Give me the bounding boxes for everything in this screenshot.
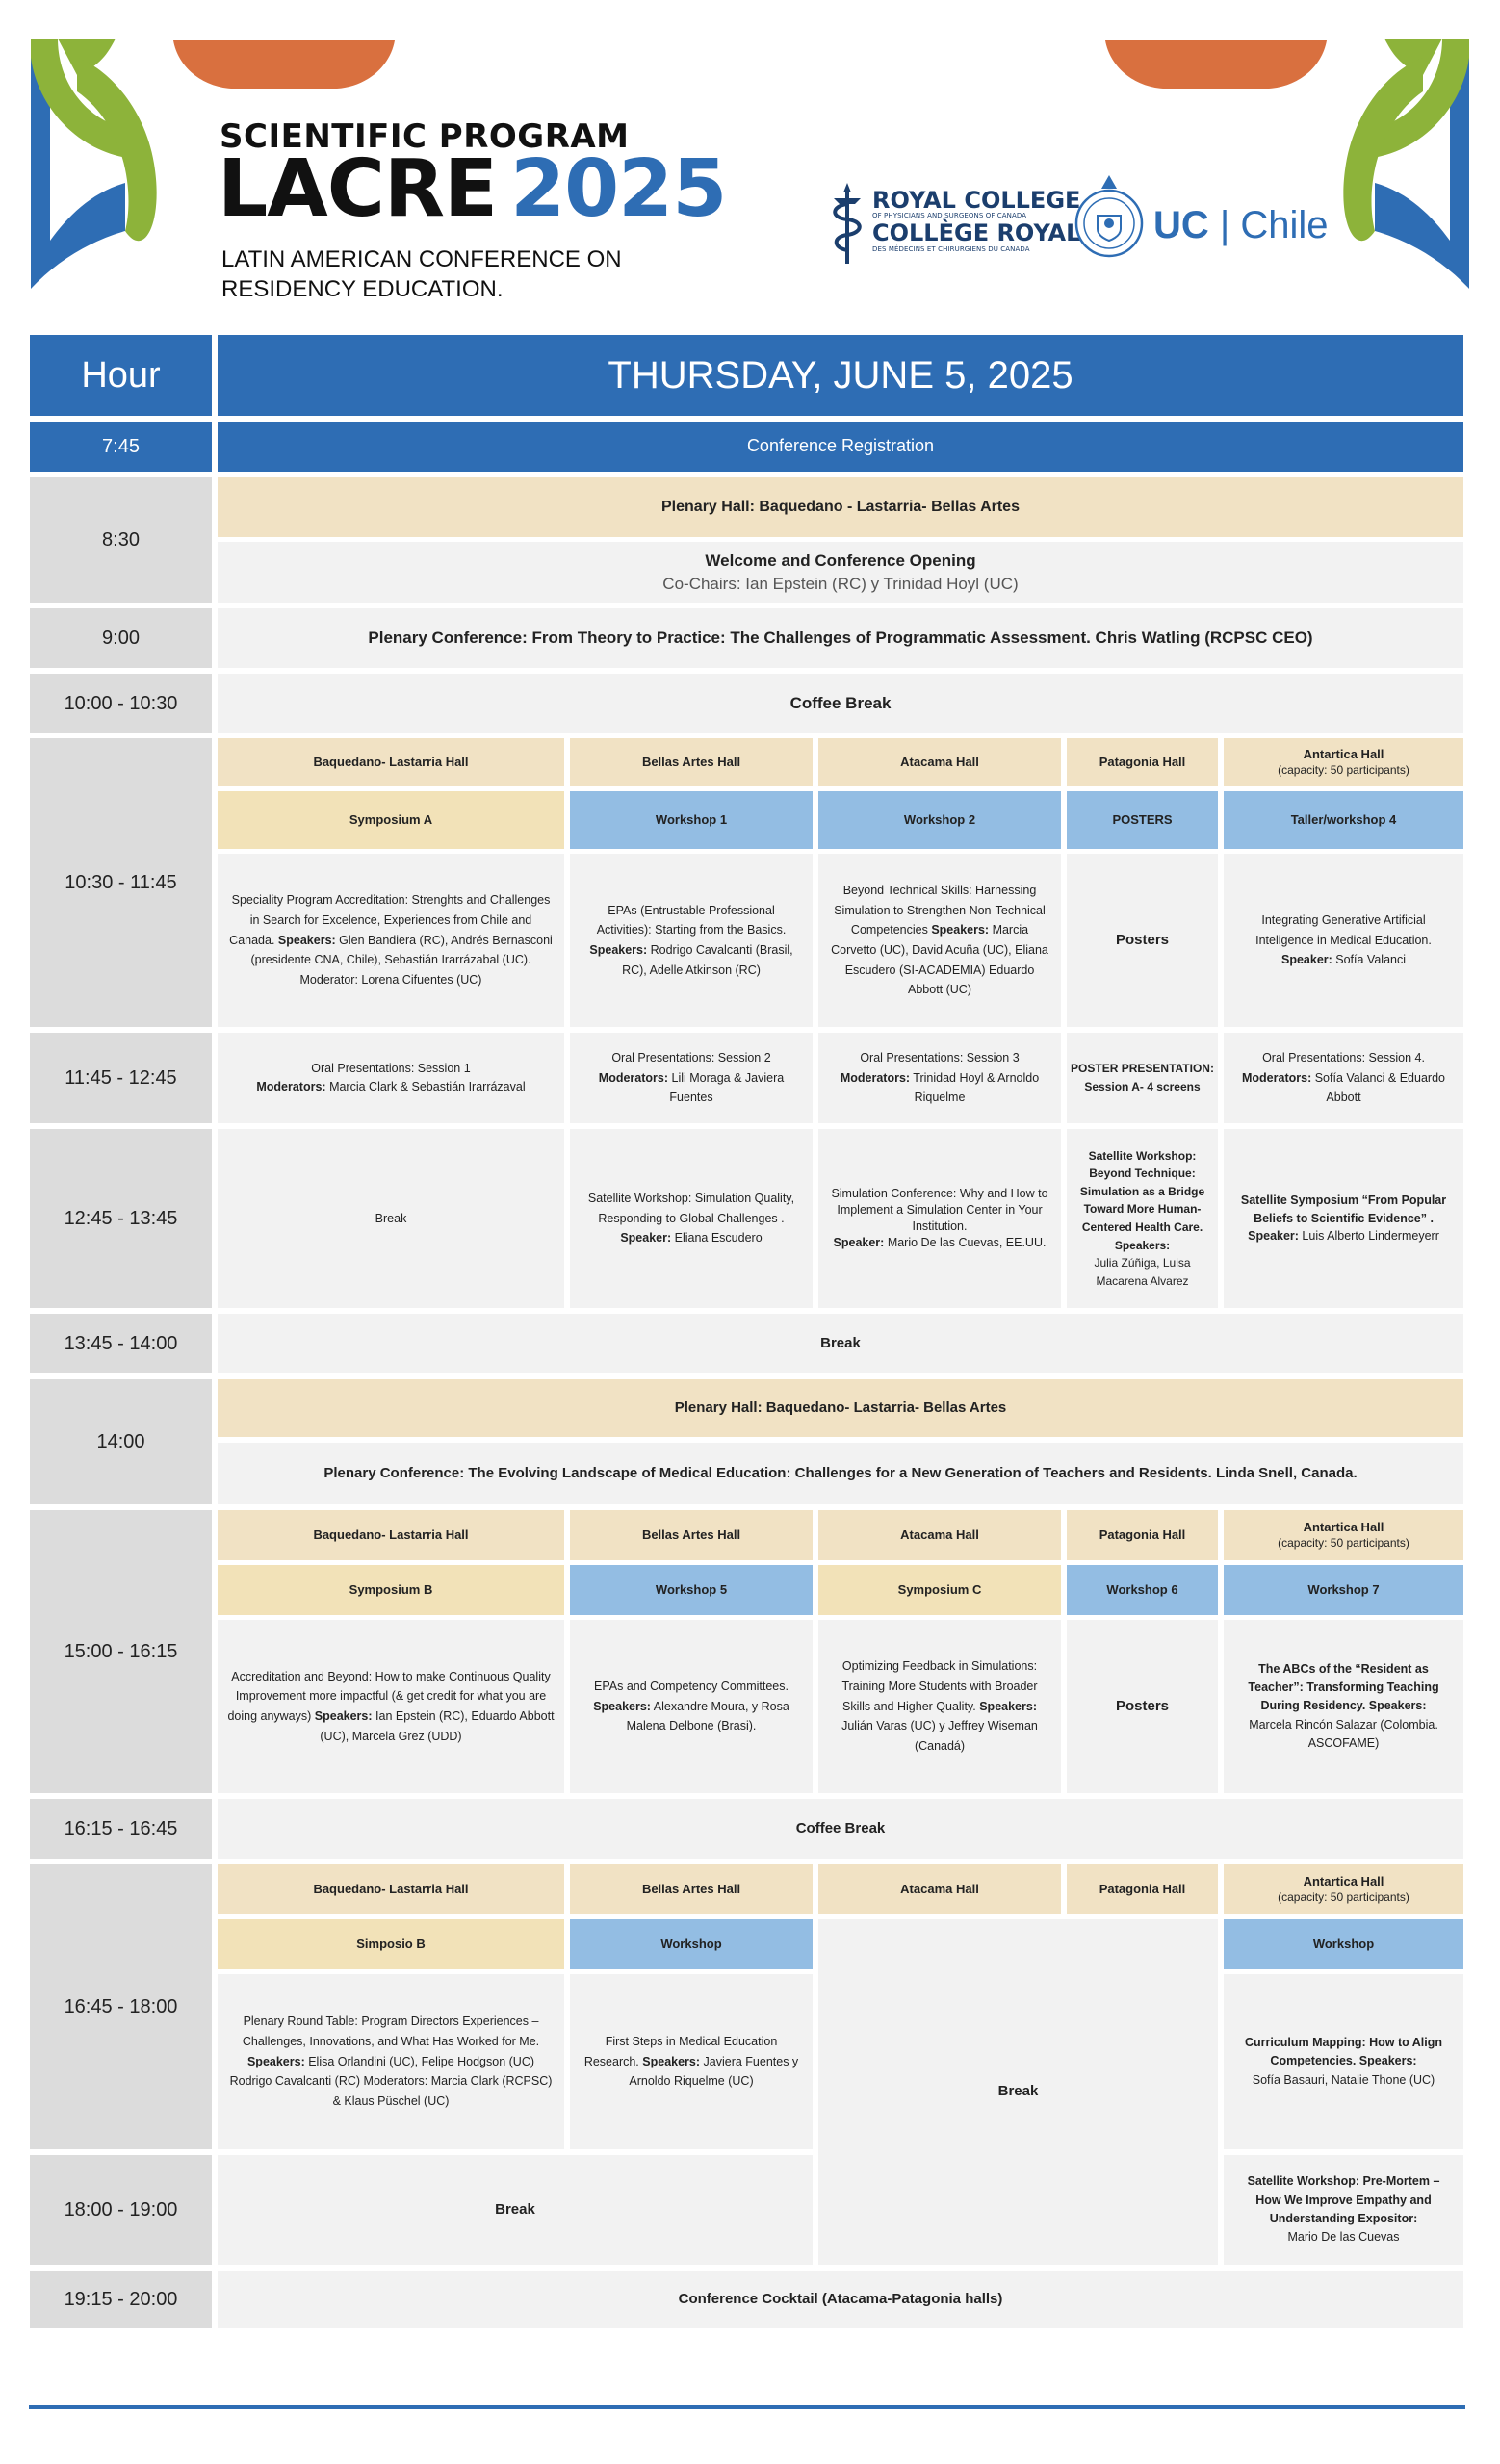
oral-session — [1224, 1033, 1463, 1123]
session-details — [1224, 1974, 1463, 2149]
hall-header-antartica — [1224, 738, 1463, 786]
session-type: Workshop — [1224, 1919, 1463, 1969]
hall-header: Bellas Artes Hall — [570, 738, 813, 786]
simulation-conference — [818, 1129, 1061, 1308]
speakers: Ian Epstein (RC), Eduardo Abbott (UC), Marcela Grez (UDD) — [320, 1709, 555, 1743]
hour-cell: 19:15 - 20:00 — [30, 2271, 212, 2328]
hour-cell: 14:00 — [30, 1379, 212, 1504]
speakers-label: Speakers: — [277, 933, 336, 947]
session-title: The ABCs of the “Resident as Teacher”: Transforming Teaching During Residency. Speakers: — [1248, 1661, 1439, 1713]
satellite-workshop — [570, 1129, 813, 1308]
welcome-session — [218, 542, 1463, 603]
session-subtitle: Session A- 4 screens — [1084, 1080, 1201, 1093]
break-cell: Break — [218, 2155, 813, 2265]
moderators-label: Moderators: — [256, 1080, 326, 1093]
session-details — [818, 1620, 1061, 1793]
uc-acronym: UC — [1153, 204, 1209, 246]
conference-title — [218, 143, 727, 235]
speakers-label: Speaker: — [620, 1231, 672, 1245]
moderators: Sofía Valanci & Eduardo Abbott — [1311, 1070, 1445, 1105]
speakers: Julián Varas (UC) y Jeffrey Wiseman (Canadá) — [841, 1719, 1038, 1753]
session-details — [570, 854, 813, 1027]
speakers: Mario De las Cuevas, EE.UU. — [884, 1235, 1047, 1249]
welcome-title: Welcome and Conference Opening — [705, 551, 976, 570]
session-details: Posters — [1067, 1620, 1218, 1793]
moderators: Lili Moraga & Javiera Fuentes — [668, 1070, 785, 1105]
session-type: Workshop — [570, 1919, 813, 1969]
capacity-note: (capacity: 50 participants) — [1278, 762, 1409, 777]
hour-cell: 9:00 — [30, 608, 212, 668]
speakers: Elisa Orlandini (UC), Felipe Hodgson (UC) Rodrigo Cavalcanti (RC) Moderators: Marcia Clark (RCPSC) & Klaus Püschel (UC) — [229, 2054, 553, 2108]
hour-cell: 11:45 - 12:45 — [30, 1033, 212, 1123]
speakers: Rodrigo Cavalcanti (Brasil, RC), Adelle Atkinson (RC) — [622, 943, 793, 977]
moderators: Marcia Clark & Sebastián Irarrázaval — [325, 1080, 526, 1093]
session-details — [570, 1974, 813, 2149]
moderators-label: Moderators: — [598, 1070, 669, 1085]
session-title: Satellite Workshop: Simulation Quality, Responding to Global Challenges . — [587, 1192, 795, 1225]
uc-country: | Chile — [1208, 204, 1329, 246]
hall-header: Atacama Hall — [818, 1510, 1061, 1560]
capacity-note: (capacity: 50 participants) — [1278, 1535, 1409, 1550]
conference-year: 2025 — [510, 143, 727, 235]
hall-header: Patagonia Hall — [1067, 1510, 1218, 1560]
session-title: Oral Presentations: Session 2 — [611, 1051, 771, 1065]
hour-cell: 8:30 — [30, 477, 212, 603]
hour-column-header: Hour — [30, 335, 212, 416]
satellite-workshop — [1067, 1129, 1218, 1308]
speakers-label: Speakers: — [589, 943, 648, 957]
session-title: EPAs (Entrustable Professional Activities): Starting from the Basics. — [596, 903, 787, 937]
speakers: Eliana Escudero — [671, 1231, 763, 1245]
hour-cell: 16:15 - 16:45 — [30, 1799, 212, 1859]
hall-header: Baquedano- Lastarria Hall — [218, 738, 564, 786]
hall-header: Baquedano- Lastarria Hall — [218, 1510, 564, 1560]
coffee-break-2: Coffee Break — [218, 1799, 1463, 1859]
session-details: Posters — [1067, 854, 1218, 1027]
session-title: Satellite Workshop: Beyond Technique: Simulation as a Bridge Toward More Human-Centered Health Care. Speakers: — [1079, 1148, 1205, 1252]
session-title: Beyond Technical Skills: Harnessing Simulation to Strengthen Non-Technical Competencies — [834, 884, 1046, 937]
oral-session — [570, 1033, 813, 1123]
moderators: Trinidad Hoyl & Arnoldo Riquelme — [910, 1070, 1040, 1105]
hall-header: Bellas Artes Hall — [570, 1510, 813, 1560]
rc-name-en: ROYAL COLLEGE — [872, 187, 1081, 214]
hour-cell: 13:45 - 14:00 — [30, 1314, 212, 1373]
session-details — [818, 854, 1061, 1027]
speakers: Mario De las Cuevas — [1287, 2230, 1400, 2245]
hour-cell: 7:45 — [30, 422, 212, 472]
session-title: Accreditation and Beyond: How to make Continuous Quality Improvement more impactful (& get credit for what you are doing anyways) — [227, 1669, 551, 1723]
session-title: Satellite Workshop: Pre-Mortem – How We Improve Empathy and Understanding Expositor: — [1247, 2174, 1440, 2225]
speakers-label: Speakers: — [246, 2054, 305, 2068]
oral-session — [818, 1033, 1061, 1123]
break-cell: Break — [218, 1129, 564, 1308]
speakers: Javiera Fuentes y Arnoldo Riquelme (UC) — [629, 2054, 799, 2089]
day-header: THURSDAY, JUNE 5, 2025 — [218, 335, 1463, 416]
hour-cell: 10:30 - 11:45 — [30, 738, 212, 1027]
speakers: Marcela Rincón Salazar (Colombia. ASCOFAME) — [1249, 1717, 1438, 1751]
session-type: Workshop 2 — [818, 791, 1061, 849]
speakers: Glen Bandiera (RC), Andrés Bernasconi (presidente CNA, Chile), Sebastián Irarrázabal (UC). — [250, 933, 553, 967]
session-title: Optimizing Feedback in Simulations: Training More Students with Broader Skills and Higher Quality. — [841, 1659, 1038, 1713]
hall-header-antartica — [1224, 1510, 1463, 1560]
speakers: Marcia Corvetto (UC), David Acuña (UC), Eliana Escudero (SI-ACADEMIA) Eduardo Abbott (UC) — [831, 923, 1048, 997]
session-title: Oral Presentations: Session 1 — [311, 1061, 471, 1075]
oral-session — [218, 1033, 564, 1123]
session-type: Symposium A — [218, 791, 564, 849]
uc-chile-logo — [1153, 204, 1329, 247]
session-details — [1224, 854, 1463, 1027]
royal-college-logo — [872, 189, 1080, 254]
plenary-conference-900: Plenary Conference: From Theory to Practice: The Challenges of Programmatic Assessment. Chris Watling (RCPSC CEO) — [218, 608, 1463, 668]
coffee-break-1: Coffee Break — [218, 674, 1463, 733]
speakers-label: Speakers: — [642, 2054, 701, 2068]
rc-sub-fr: DES MÉDECINS ET CHIRURGIENS DU CANADA — [872, 245, 1030, 253]
break-cell: Break — [818, 1919, 1218, 2265]
hall-name: Antartica Hall — [1303, 1873, 1384, 1888]
session-details — [218, 1974, 564, 2149]
plenary-hall-banner: Plenary Hall: Baquedano- Lastarria- Bellas Artes — [218, 1379, 1463, 1437]
speakers-label: Speaker: — [1248, 1229, 1299, 1244]
session-details — [570, 1620, 813, 1793]
right-corner-decoration — [1096, 0, 1500, 298]
footer-divider — [29, 2405, 1465, 2409]
conference-subtitle: LATIN AMERICAN CONFERENCE ON RESIDENCY EDUCATION. — [221, 246, 622, 302]
session-title: POSTER PRESENTATION: — [1071, 1061, 1214, 1075]
session-title: Integrating Generative Artificial Inteligence in Medical Education. — [1255, 913, 1432, 947]
session-type: Symposium B — [218, 1565, 564, 1615]
speakers-label: Speaker: — [1280, 953, 1332, 967]
session-details — [1224, 1620, 1463, 1793]
conference-acronym: LACRE — [218, 143, 498, 235]
hall-header: Patagonia Hall — [1067, 1864, 1218, 1914]
session-title: Plenary Round Table: Program Directors Experiences – Challenges, Innovations, and What Has Worked for Me. — [242, 2015, 540, 2049]
session-type: Symposium C — [818, 1565, 1061, 1615]
speakers: Alexandre Moura, y Rosa Malena Delbone (Brasi). — [626, 1699, 789, 1733]
session-type: Workshop 1 — [570, 791, 813, 849]
poster-presentation — [1067, 1033, 1218, 1123]
rc-sub-en: OF PHYSICIANS AND SURGEONS OF CANADA — [872, 212, 1027, 219]
speakers-label: Speakers: — [593, 1699, 651, 1713]
speakers: Luis Alberto Lindermeyerr — [1298, 1229, 1439, 1244]
plenary-conference-1400: Plenary Conference: The Evolving Landscape of Medical Education: Challenges for a New Generation of Teachers and Residents. Linda Snell, Canada. — [218, 1443, 1463, 1504]
session-title: Simulation Conference: Why and How to Implement a Simulation Center in Your Institution. — [831, 1187, 1048, 1233]
rc-name-fr: COLLÈGE ROYAL — [872, 219, 1081, 246]
hall-name: Antartica Hall — [1303, 1519, 1384, 1534]
hall-header: Baquedano- Lastarria Hall — [218, 1864, 564, 1914]
capacity-note: (capacity: 50 participants) — [1278, 1889, 1409, 1904]
hour-cell: 10:00 - 10:30 — [30, 674, 212, 733]
session-title: Curriculum Mapping: How to Align Competencies. Speakers: — [1244, 2035, 1443, 2068]
session-type: Workshop 5 — [570, 1565, 813, 1615]
speakers-label: Speakers: — [979, 1699, 1037, 1713]
hall-header: Bellas Artes Hall — [570, 1864, 813, 1914]
hall-header: Atacama Hall — [818, 1864, 1061, 1914]
moderators-label: Moderators: — [1242, 1070, 1312, 1085]
registration-cell: Conference Registration — [218, 422, 1463, 472]
satellite-workshop — [1224, 2155, 1463, 2265]
hour-cell: 18:00 - 19:00 — [30, 2155, 212, 2265]
hall-name: Antartica Hall — [1303, 746, 1384, 761]
satellite-symposium — [1224, 1129, 1463, 1308]
speakers: Sofía Valanci — [1332, 953, 1406, 967]
hall-header: Patagonia Hall — [1067, 738, 1218, 786]
hall-header-antartica — [1224, 1864, 1463, 1914]
session-type: Taller/workshop 4 — [1224, 791, 1463, 849]
moderators-label: Moderators: — [840, 1070, 911, 1085]
break-cell: Break — [218, 1314, 1463, 1373]
session-title: First Steps in Medical Education Research. — [583, 2035, 778, 2068]
hour-cell: 16:45 - 18:00 — [30, 1864, 212, 2149]
session-title: Satellite Symposium “From Popular Beliefs to Scientific Evidence” . — [1240, 1193, 1447, 1225]
session-type: Workshop 6 — [1067, 1565, 1218, 1615]
session-title: Oral Presentations: Session 4. — [1262, 1051, 1425, 1065]
program-heading: SCIENTIFIC PROGRAM — [220, 117, 630, 156]
session-details — [218, 854, 564, 1027]
session-type: Workshop 7 — [1224, 1565, 1463, 1615]
speakers: Sofía Basauri, Natalie Thone (UC) — [1252, 2072, 1435, 2087]
speakers: Julia Zúñiga, Luisa Macarena Alvarez — [1094, 1256, 1191, 1288]
session-title: EPAs and Competency Committees. — [594, 1680, 789, 1694]
hour-cell: 15:00 - 16:15 — [30, 1510, 212, 1793]
moderator: Moderator: Lorena Cifuentes (UC) — [299, 972, 482, 987]
session-type: POSTERS — [1067, 791, 1218, 849]
plenary-hall-banner: Plenary Hall: Baquedano - Lastarria- Bellas Artes — [218, 477, 1463, 537]
hour-cell: 12:45 - 13:45 — [30, 1129, 212, 1308]
session-type: Simposio B — [218, 1919, 564, 1969]
speakers-label: Speakers: — [314, 1709, 373, 1723]
hall-header: Atacama Hall — [818, 738, 1061, 786]
session-title: Oral Presentations: Session 3 — [860, 1051, 1020, 1065]
conference-cocktail: Conference Cocktail (Atacama-Patagonia halls) — [218, 2271, 1463, 2328]
welcome-chairs: Co-Chairs: Ian Epstein (RC) y Trinidad Hoyl (UC) — [662, 574, 1019, 593]
speakers-label: Speaker: — [833, 1235, 885, 1249]
uc-seal-icon — [1073, 169, 1146, 262]
session-title: Speciality Program Accreditation: Strenghts and Challenges in Search for Excelence, Experiences from Chile and Canada. — [229, 893, 551, 947]
session-details — [218, 1620, 564, 1793]
royal-college-crest-icon — [826, 179, 868, 268]
speakers-label: Speakers: — [931, 923, 990, 937]
